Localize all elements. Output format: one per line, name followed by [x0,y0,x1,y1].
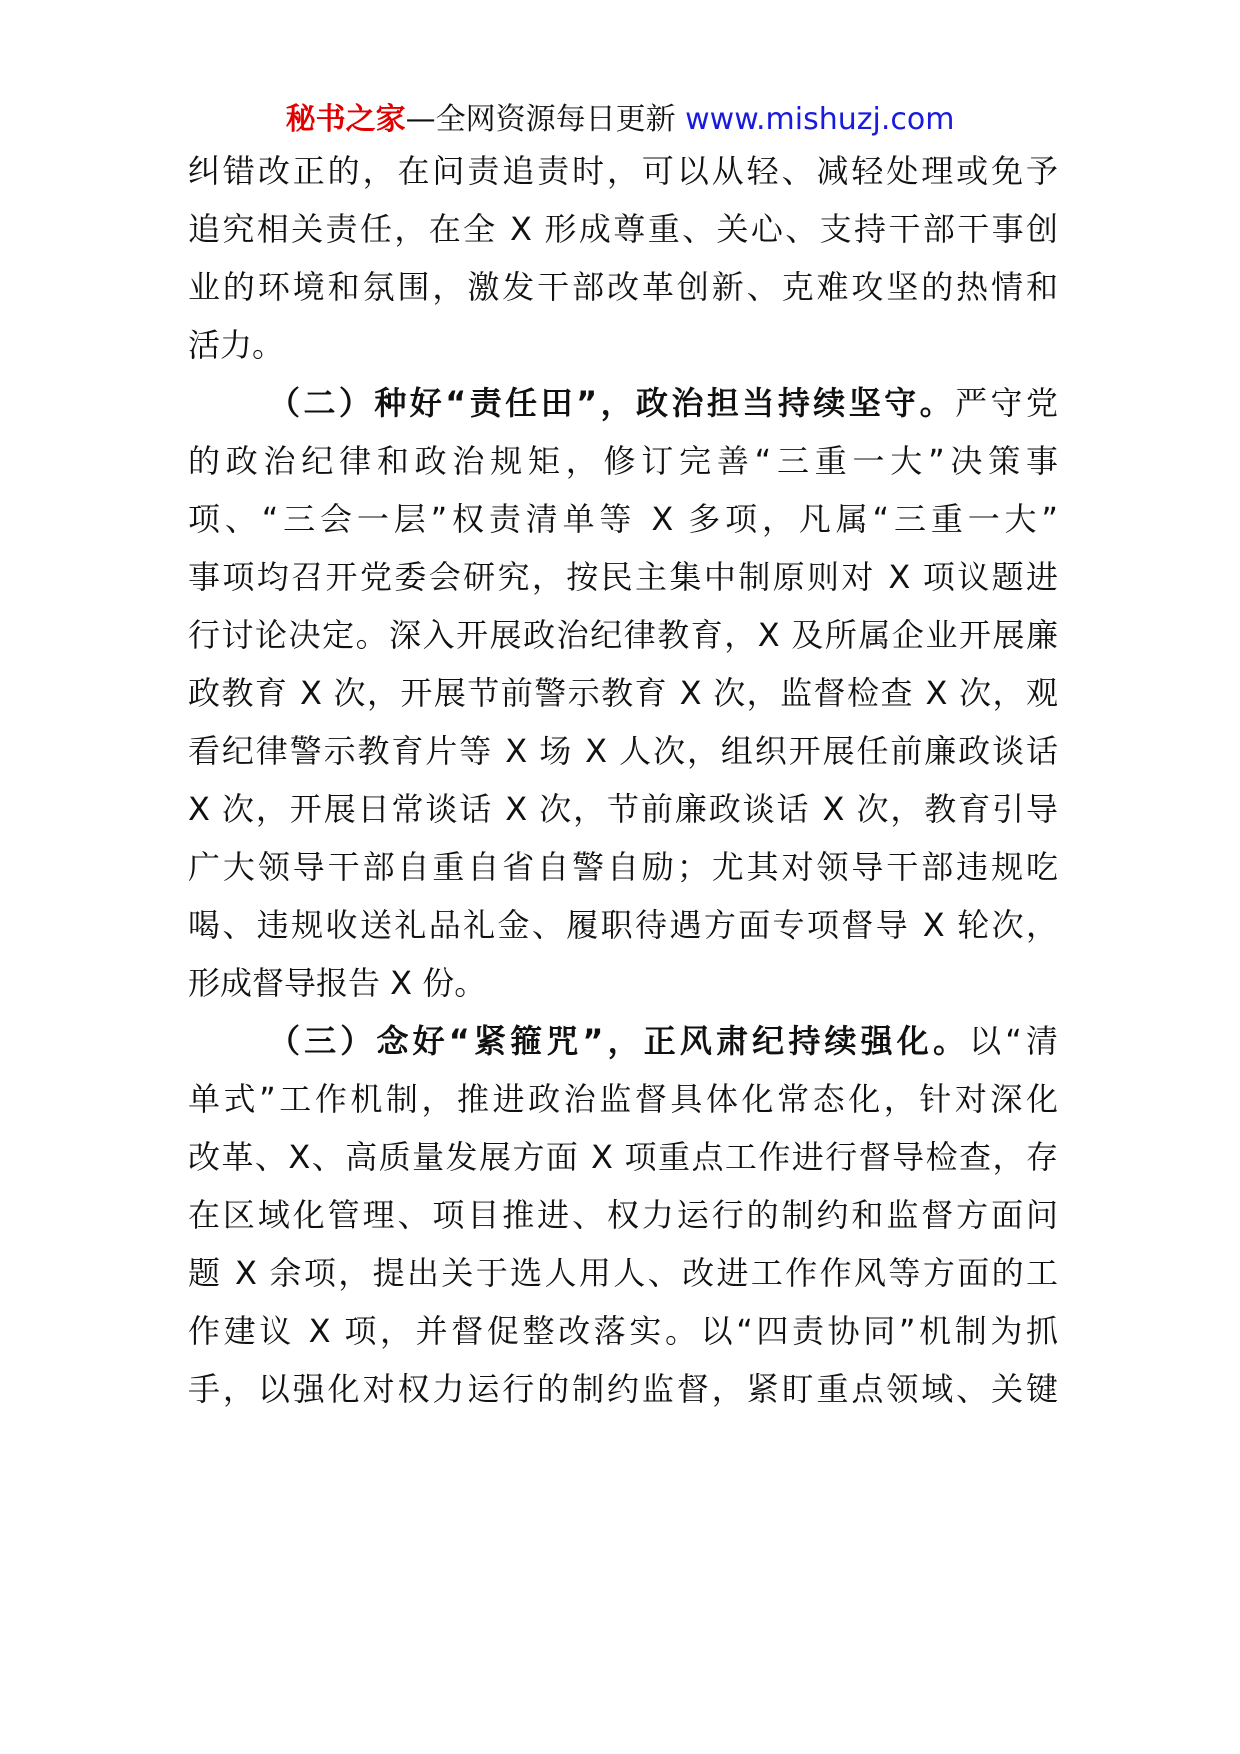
body-line: 单式”工作机制，推进政治监督具体化常态化，针对深化 [188,1080,1058,1118]
body-line: 手，以强化对权力运行的制约监督，紧盯重点领域、关键 [188,1370,1058,1408]
body-line: 的政治纪律和政治规矩，修订完善“三重一大”决策事 [188,442,1058,480]
body-line: 事项均召开党委会研究，按民主集中制原则对 X 项议题进 [188,558,1058,596]
body-line: 政教育 X 次，开展节前警示教育 X 次，监督检查 X 次，观 [188,674,1058,712]
body-line: 纠错改正的，在问责追责时，可以从轻、减轻处理或免予 [188,152,1058,190]
body-line: 作建议 X 项，并督促整改落实。以“四责协同”机制为抓 [188,1312,1058,1350]
body-line: 形成督导报告 X 份。 [188,964,487,1002]
body-line: 广大领导干部自重自省自警自励；尤其对领导干部违规吃 [188,848,1058,886]
body-line: 追究相关责任，在全 X 形成尊重、关心、支持干部干事创 [188,210,1058,248]
header-url[interactable]: www.mishuzj.com [685,102,955,137]
body-line: 喝、违规收送礼品礼金、履职待遇方面专项督导 X 轮次， [188,906,1058,944]
header-brand: 秘书之家 [285,102,406,137]
body-line: 行讨论决定。深入开展政治纪律教育，X 及所属企业开展廉 [188,616,1058,654]
section-heading-line: （三）念好“紧箍咒”，正风肃纪持续强化。以“清 [268,1022,1058,1060]
body-line: 看纪律警示教育片等 X 场 X 人次，组织开展任前廉政谈话 [188,732,1058,770]
section-heading: （三）念好“紧箍咒”，正风肃纪持续强化。 [268,1022,970,1060]
body-line: 项、“三会一层”权责清单等 X 多项，凡属“三重一大” [188,500,1058,538]
body-line: 业的环境和氛围，激发干部改革创新、克难攻坚的热情和 [188,268,1058,306]
section-heading: （二）种好“责任田”，政治担当持续坚守。 [268,384,956,422]
header-tagline: —全网资源每日更新 [405,102,686,137]
section-heading-line: （二）种好“责任田”，政治担当持续坚守。严守党 [268,384,1058,422]
body-line: 题 X 余项，提出关于选人用人、改进工作作风等方面的工 [188,1254,1058,1292]
body-line: 改革、X、高质量发展方面 X 项重点工作进行督导检查，存 [188,1138,1058,1176]
body-line: 活力。 [188,326,285,364]
page-header [0,98,1240,142]
body-line: 在区域化管理、项目推进、权力运行的制约和监督方面问 [188,1196,1058,1234]
body-line: X 次，开展日常谈话 X 次，节前廉政谈话 X 次，教育引导 [188,790,1058,828]
